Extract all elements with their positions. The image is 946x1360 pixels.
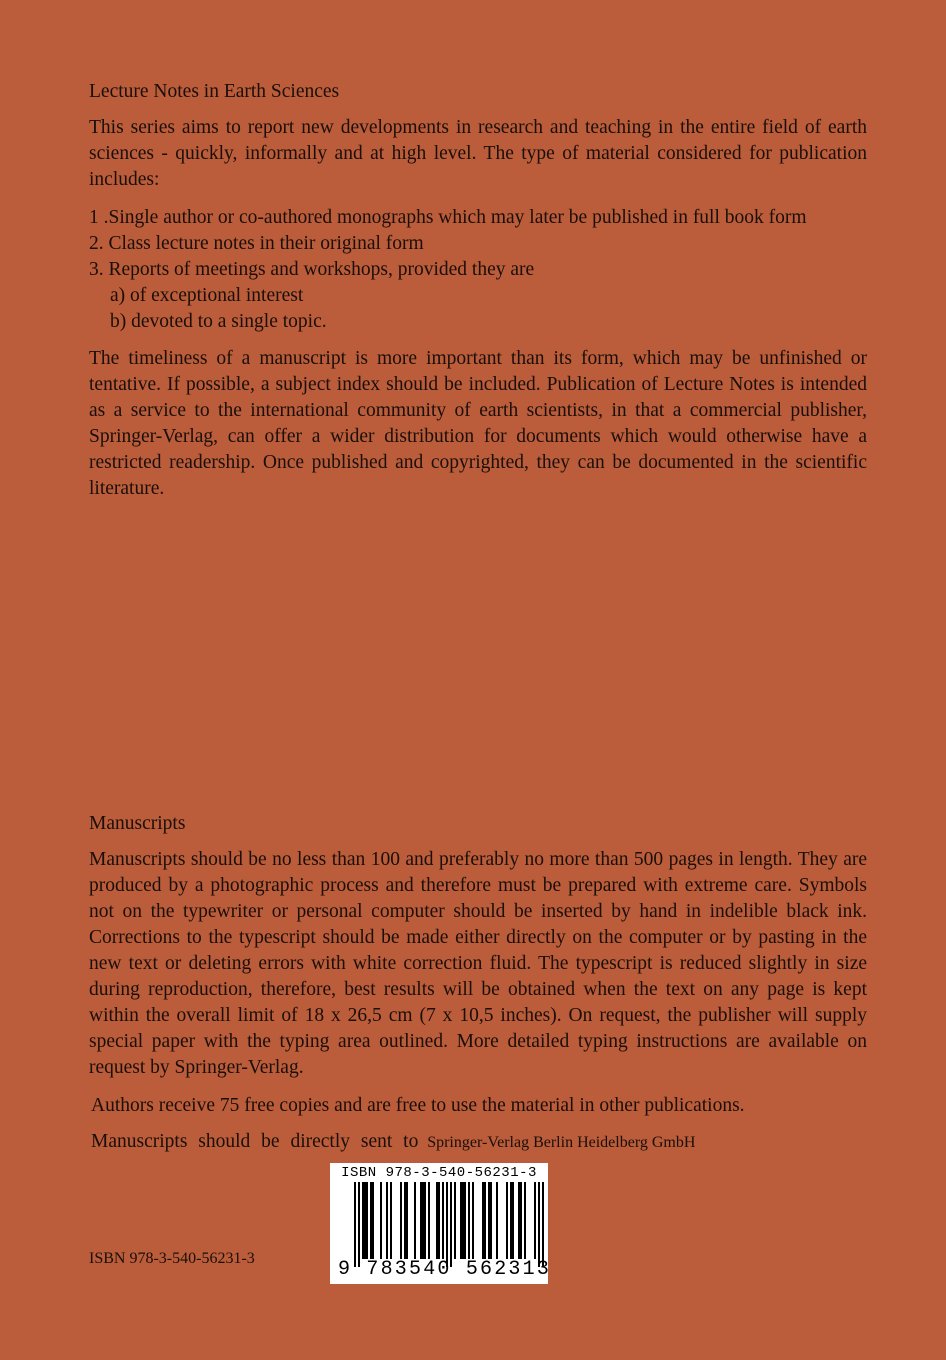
barcode-bar xyxy=(488,1182,490,1259)
barcode-bar xyxy=(400,1182,402,1259)
barcode-bar xyxy=(420,1182,422,1259)
list-sub-item: a) of exceptional interest xyxy=(110,285,304,306)
barcode-isbn-label: ISBN 978-3-540-56231-3 xyxy=(341,1165,537,1181)
barcode-bar xyxy=(518,1182,520,1259)
barcode-bar xyxy=(468,1182,470,1259)
barcode-bar xyxy=(534,1182,536,1259)
timeliness-paragraph: The timeliness of a manuscript is more important than its form, which may be unfinished or tentative. If possible, a subject index should be included. Publication of Lecture Notes is intended as a service to the international community of earth scientists, in that a commercial publisher, Springer-Verlag, can offer a wider distribution for documents which would otherwise have a restricted readership. Once published and copyrighted, they can be documented in the scientific literature. xyxy=(89,348,867,499)
manuscripts-paragraph: Manuscripts should be no less than 100 and preferably no more than 500 pages in length. They are produced by a photographic process and therefore must be prepared with extreme care. Symbols not on the typewriter or personal computer should be inserted by hand in indelible black ink. Corrections to the typescript should be made either directly on the computer or by pasting in the new text or deleting errors with white correction fluid. The typescript is reduced slightly in size during reproduction, therefore, best results will be obtained when the text on any page is kept within the overall limit of 18 x 26,5 cm (7 x 10,5 inches). On request, the publisher will supply special paper with the typing area outlined. More detailed typing instructions are available on request by Springer-Verlag. xyxy=(89,849,867,1078)
barcode-bar xyxy=(462,1182,464,1259)
barcode-bar xyxy=(390,1182,392,1259)
barcode-bar xyxy=(372,1182,374,1259)
barcode-bar xyxy=(542,1182,544,1267)
barcode-bar xyxy=(414,1182,416,1259)
barcode-bar xyxy=(450,1182,452,1267)
barcode-bar xyxy=(436,1182,438,1259)
barcode-bar xyxy=(490,1182,492,1259)
barcode-bar xyxy=(524,1182,526,1259)
send-lead-text: Manuscripts should be directly sent to xyxy=(91,1131,419,1152)
barcode-bar xyxy=(438,1182,440,1259)
barcode-bar xyxy=(404,1182,406,1259)
barcode-bar xyxy=(464,1182,466,1259)
authors-copies-paragraph: Authors receive 75 free copies and are free to use the material in other publications. xyxy=(91,1095,745,1116)
publisher-address: Springer-Verlag Berlin Heidelberg GmbH xyxy=(427,1134,696,1151)
barcode-bar xyxy=(512,1182,514,1259)
barcode-bar xyxy=(406,1182,408,1259)
barcode-bar xyxy=(428,1182,430,1259)
barcode-bar xyxy=(454,1182,456,1259)
manuscripts-section xyxy=(89,811,867,837)
barcode-bar xyxy=(472,1182,474,1259)
isbn-text: ISBN 978-3-540-56231-3 xyxy=(89,1250,255,1267)
barcode-bar xyxy=(496,1182,498,1259)
barcode-bar xyxy=(460,1182,462,1259)
series-intro-block xyxy=(89,115,867,193)
barcode-bar xyxy=(422,1182,424,1259)
send-line xyxy=(91,1129,869,1156)
barcode-bar xyxy=(482,1182,484,1259)
list-item: 3. Reports of meetings and workshops, provided they are xyxy=(89,259,535,280)
barcode-bar xyxy=(370,1182,372,1259)
barcode-bar xyxy=(538,1182,540,1267)
barcode-bar xyxy=(510,1182,512,1259)
list-sub-item: b) devoted to a single topic. xyxy=(110,311,327,332)
barcode-bar xyxy=(362,1182,364,1259)
timeliness-block xyxy=(89,346,867,502)
barcode-bar xyxy=(358,1182,360,1267)
list-item: 1 .Single author or co-authored monographs which may later be published in full book form xyxy=(89,207,807,228)
barcode-bar xyxy=(442,1182,444,1259)
barcode-digits: 9 783540 562313 xyxy=(338,1258,552,1281)
material-list xyxy=(89,205,867,335)
series-intro-paragraph: This series aims to report new developments in research and teaching in the entire field of earth sciences - quickly, informally and at high level. The type of material considered for publication includes: xyxy=(89,117,867,190)
series-section xyxy=(89,79,867,105)
barcode-bar xyxy=(366,1182,368,1259)
barcode-bar xyxy=(446,1182,448,1267)
list-item: 2. Class lecture notes in their original form xyxy=(89,233,424,254)
manuscripts-heading: Manuscripts xyxy=(89,813,186,834)
barcode-bar xyxy=(506,1182,508,1259)
material-list-block xyxy=(89,205,867,335)
barcode-bar xyxy=(380,1182,382,1259)
barcode-bar xyxy=(520,1182,522,1259)
barcode-bar xyxy=(354,1182,356,1267)
barcode-bar xyxy=(386,1182,388,1259)
barcode-bar xyxy=(424,1182,426,1259)
barcode-bar xyxy=(484,1182,486,1259)
barcode-bar xyxy=(364,1182,366,1259)
authors-copies-block xyxy=(91,1093,869,1119)
barcode xyxy=(330,1163,552,1284)
manuscripts-body-block xyxy=(89,847,867,1081)
series-heading: Lecture Notes in Earth Sciences xyxy=(89,81,340,102)
